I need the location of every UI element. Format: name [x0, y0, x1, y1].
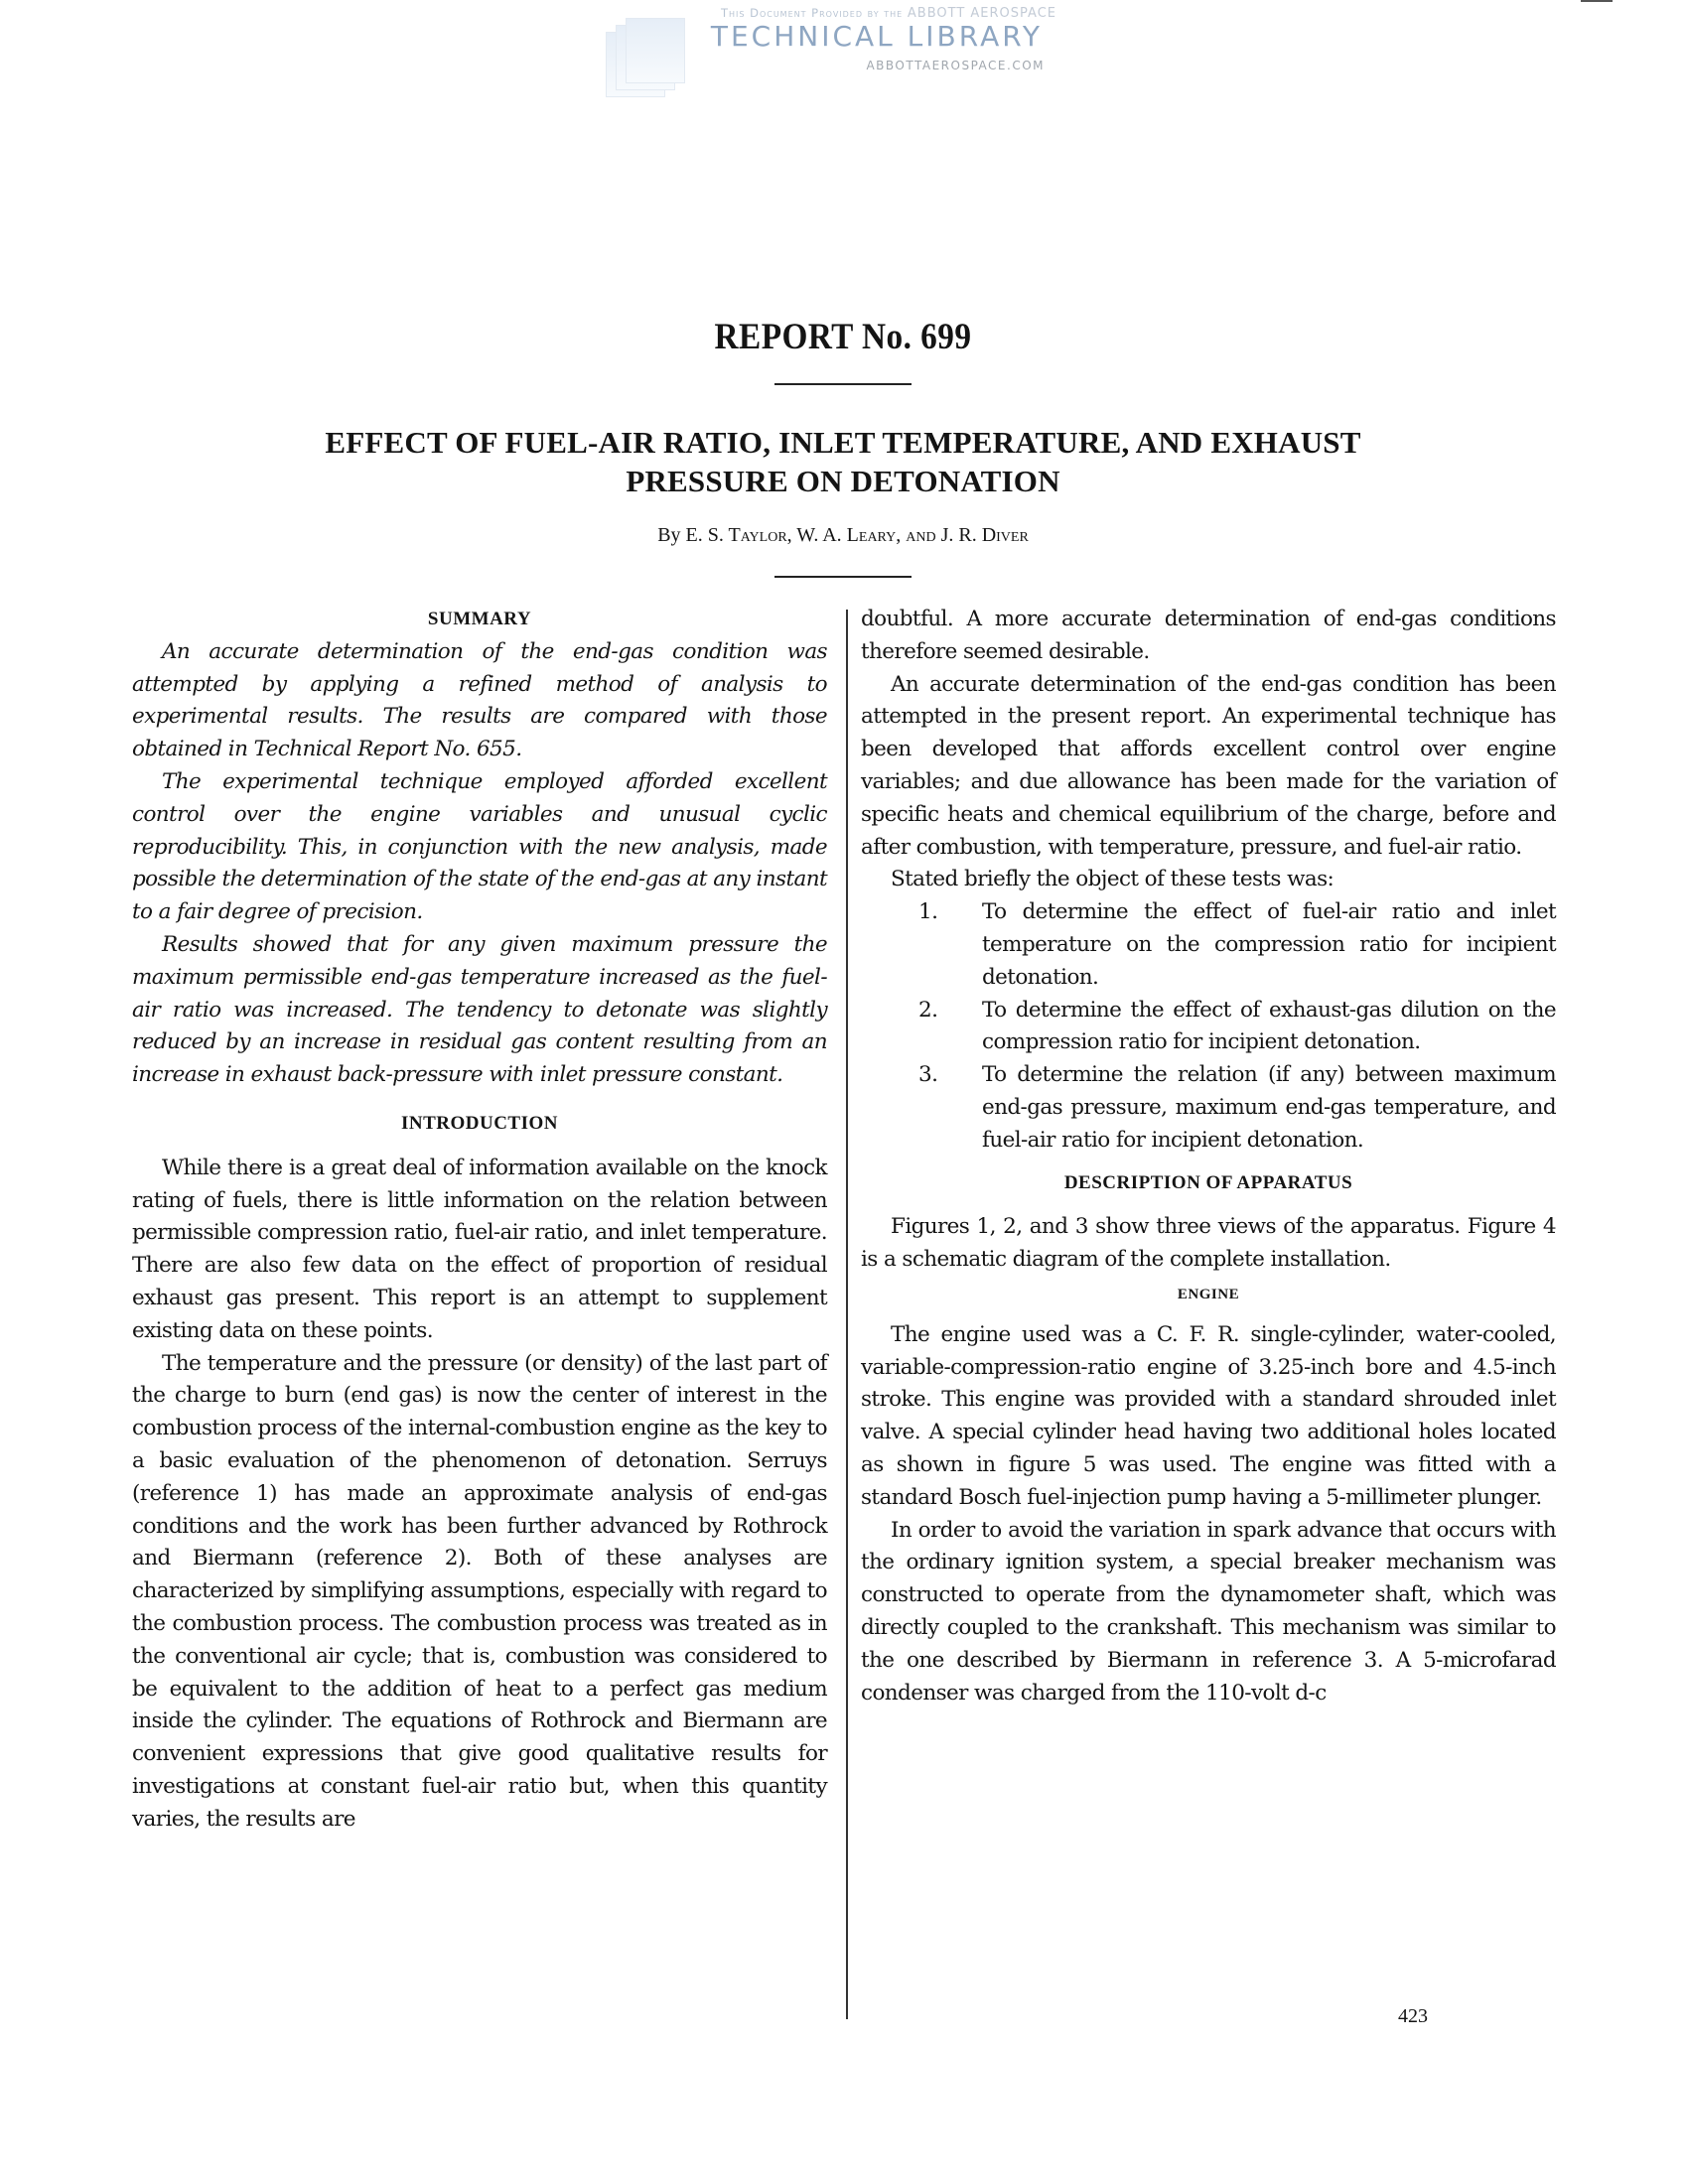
list-item-number: 1.	[918, 899, 938, 925]
authors-names: E. S. Taylor, W. A. Leary, and J. R. Diver	[685, 524, 1029, 546]
left-column	[132, 604, 827, 1836]
watermark-library-title: TECHNICAL LIBRARY	[710, 20, 1043, 53]
corner-mark	[1581, 0, 1613, 2]
introduction-heading: INTRODUCTION	[400, 1112, 559, 1134]
apparatus-paragraph: Figures 1, 2, and 3 show three views of the apparatus. Figure 4 is a schematic diagram of the complete installation.	[861, 1214, 1556, 1273]
introduction-continuation: doubtful. A more accurate determination of end-gas conditions therefore seemed desirable.	[861, 607, 1556, 664]
summary-heading: SUMMARY	[427, 609, 532, 629]
pages-icon	[606, 18, 685, 95]
engine-paragraph: The engine used was a C. F. R. single-cylinder, water-cooled, variable-compression-ratio engine of 3.25-inch bore and 4.5-inch stroke. This engine was provided with a standard shrouded inlet valve. A special cylinder head having two additional holes located as shown in figure 5 was used. The engine was fitted with a standard Bosch fuel-injection pump having a 5-millimeter plunger.	[861, 1321, 1556, 1510]
watermark-prefix: This Document Provided by the	[720, 6, 904, 20]
authors-prefix: By	[657, 524, 681, 546]
introduction-paragraph: While there is a great deal of information available on the knock rating of fuels, there is little information on the relation between permissible compression ratio, fuel-air ratio, and inlet temperature. There are also few data on the effect of proportion of residual exhaust gas present. This report is an attempt to supplement existing data on these points.	[132, 1155, 827, 1343]
engine-paragraph: In order to avoid the variation in spark advance that occurs with the ordinary ignition system, a special breaker mechanism was constructed to operate from the dynamometer shaft, which was directly coupled to the crankshaft. This mechanism was similar to the one described by Biermann in reference 3. A 5-microfarad condenser was charged from the 110-volt d-c	[861, 1517, 1556, 1706]
list-item	[861, 1059, 1556, 1157]
objects-list	[861, 896, 1556, 1157]
apparatus-heading: DESCRIPTION OF APPARATUS	[1063, 1171, 1353, 1193]
list-item-text: To determine the effect of fuel-air ratio and inlet temperature on the compression ratio for incipient detonation.	[982, 899, 1556, 990]
watermark-provided-by	[721, 6, 1056, 21]
introduction-paragraph: The temperature and the pressure (or density) of the last part of the charge to burn (end gas) is now the center of interest in the combustion process of the internal-combustion engine as the key to a basic evaluation of the phenomenon of detonation. Serruys (reference 1) has made an approximate analysis of end-gas conditions and the work has been further advanced by Rothrock and Biermann (reference 2). Both of these analyses are characterized by simplifying assumptions, especially with regard to the combustion process. The combustion process was treated as in the conventional air cycle; that is, combustion was considered to be equivalent to the addition of heat to a perfect gas medium inside the cylinder. The equations of Rothrock and Biermann are convenient expressions that give good qualitative results for investigations at constant fuel-air ratio but, when this quantity varies, the results are	[132, 1350, 827, 1832]
title-rule-bottom	[774, 576, 912, 578]
list-item-number: 3.	[918, 1062, 938, 1088]
summary-section	[132, 636, 827, 1092]
right-column	[861, 604, 1556, 1709]
list-item	[861, 896, 1556, 994]
watermark-url: ABBOTTAEROSPACE.COM	[866, 59, 1045, 72]
title-line-2: PRESSURE ON DETONATION	[626, 464, 1060, 498]
authors-line	[0, 524, 1686, 547]
list-item-text: To determine the relation (if any) between maximum end-gas pressure, maximum end-gas temperature, and fuel-air ratio for incipient detonation.	[982, 1062, 1556, 1153]
watermark-logo	[596, 4, 1072, 113]
list-item-number: 2.	[918, 997, 938, 1023]
summary-paragraph: The experimental technique employed afforded excellent control over the engine variables and unusual cyclic reproducibility. This, in conjunction with the new analysis, made possible the determination of the state of the end-gas at any instant to a fair degree of precision.	[132, 768, 827, 925]
engine-heading: ENGINE	[1177, 1286, 1240, 1302]
page-number: 423	[1398, 2005, 1428, 2027]
paper-title	[0, 423, 1686, 500]
list-item-text: To determine the effect of exhaust-gas dilution on the compression ratio for incipient detonation.	[982, 997, 1556, 1055]
column-divider	[846, 610, 848, 2019]
summary-paragraph: Results showed that for any given maximum pressure the maximum permissible end-gas temperature increased as the fuel-air ratio was increased. The tendency to detonate was slightly reduced by an increase in residual gas content resulting from an increase in exhaust back-pressure with inlet pressure constant.	[132, 931, 827, 1088]
title-line-1: EFFECT OF FUEL-AIR RATIO, INLET TEMPERATURE, AND EXHAUST	[325, 425, 1361, 460]
introduction-paragraph: An accurate determination of the end-gas condition has been attempted in the present report. An experimental technique has been developed that affords excellent control over engine variables; and due allowance has been made for the variation of specific heats and chemical equilibrium of the charge, before and after combustion, with temperature, pressure, and fuel-air ratio.	[861, 671, 1556, 860]
list-item	[861, 995, 1556, 1060]
report-number: REPORT No. 699	[714, 317, 972, 357]
objects-intro: Stated briefly the object of these tests was:	[891, 867, 1335, 892]
summary-paragraph: An accurate determination of the end-gas condition was attempted by applying a refined method of analysis to experimental results. The results are compared with those obtained in Technical Report No. 655.	[132, 638, 827, 762]
title-rule-top	[774, 383, 912, 385]
watermark-brand: ABBOTT AEROSPACE	[907, 6, 1056, 21]
